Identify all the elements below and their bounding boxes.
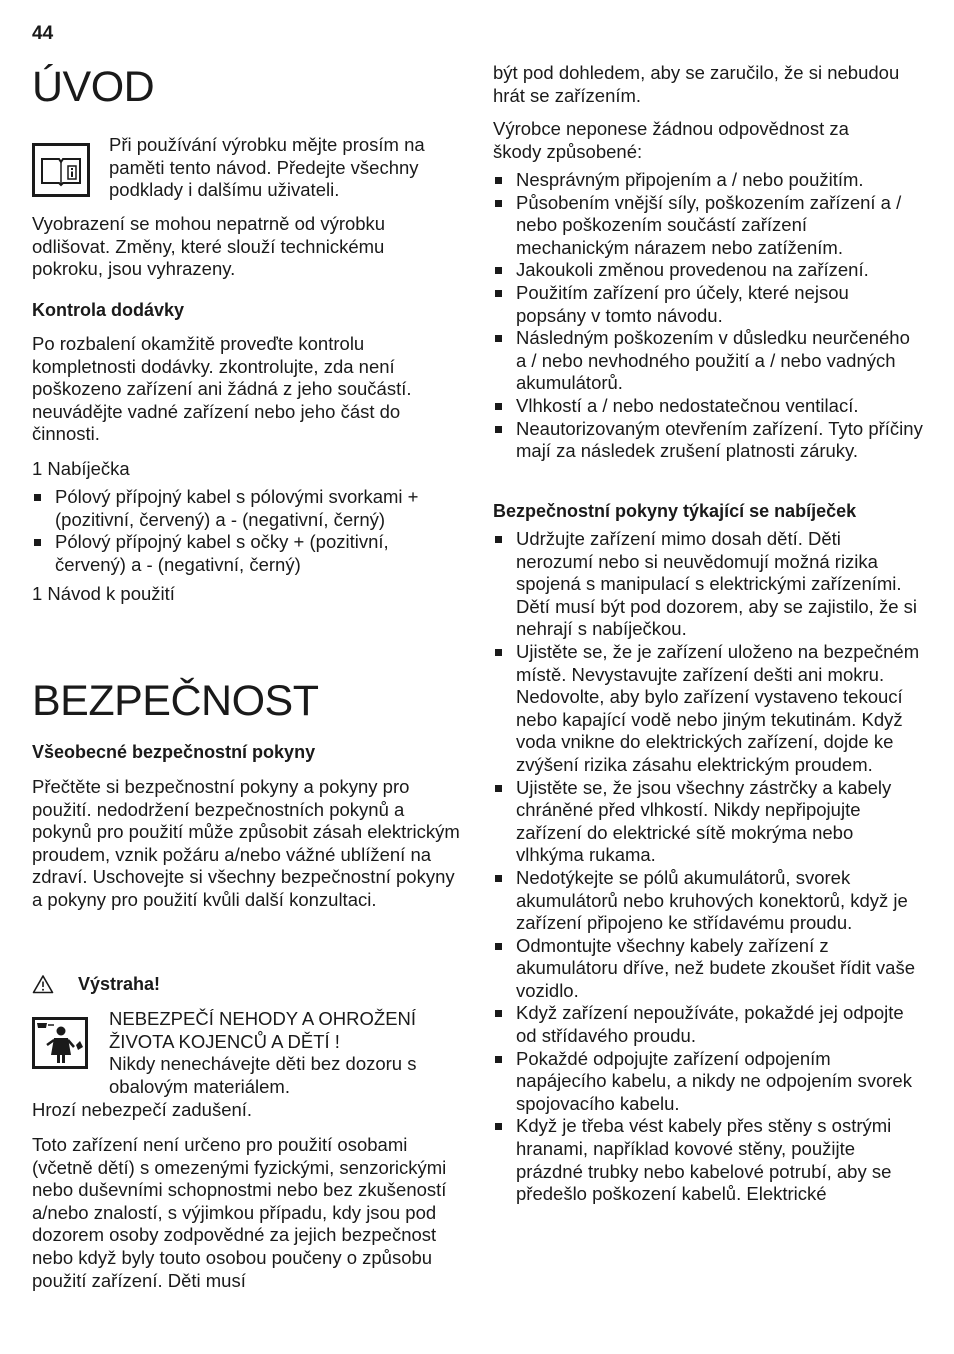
item-charger: 1 Nabíječka: [32, 458, 130, 479]
cable-list: [32, 486, 462, 576]
book-info-icon: [32, 143, 90, 197]
charger-safety-list: [493, 528, 923, 1206]
list-item: Pokaždé odpojujte zařízení odpojením napájecího kabelu, a nikdy ne odpojením svorek spojovacího kabelu.: [493, 1048, 923, 1116]
list-item: Když je třeba vést kabely přes stěny s ostrými hranami, například kovové stěny, použijte prázdné trubky nebo kabelové potrubí, aby se předešlo poškození kabelů. Elektrické: [493, 1115, 923, 1205]
list-item: Nedotýkejte se pólů akumulátorů, svorek akumulátorů nebo kruhových konektorů, když je zařízení připojeno ke střídavému proudu.: [493, 867, 923, 935]
list-item: Neautorizovaným otevřením zařízení. Tyto příčiny mají za následek zrušení platnosti záruky.: [493, 418, 923, 463]
delivery-heading: Kontrola dodávky: [32, 300, 185, 320]
list-item: Odmontujte všechny kabely zařízení z akumulátoru dříve, než budete zkoušet řídit vaše vozidlo.: [493, 935, 923, 1003]
list-item: Jakoukoli změnou provedenou na zařízení.: [493, 259, 923, 282]
list-item: Vlhkostí a / nebo nedostatečnou ventilací.: [493, 395, 923, 418]
general-text: Přečtěte si bezpečnostní pokyny a pokyny pro použití. nedodržení bezpečnostních pokynů a pokynů pro použití může způsobit zásah elektrickým proudem, vznik požáru a/nebo vážné ublížení na zdraví. Uschovejte si všechny bezpečnostní pokyny a pokyny pro použití kvůli další konzultaci.: [32, 776, 460, 910]
list-item: Pólový přípojný kabel s pólovými svorkami + (pozitivní, červený) a - (negativní, černý): [32, 486, 462, 531]
liability-intro: Výrobce neponese žádnou odpovědnost za škody způsobené:: [493, 118, 849, 162]
images-note: Vyobrazení se mohou nepatrně od výrobku odlišovat. Změny, které slouží technickému pokroku, jsou vyhrazeny.: [32, 213, 386, 280]
charger-heading: Bezpečnostní pokyny týkající se nabíječek: [493, 501, 857, 521]
list-item: Pólový přípojný kabel s očky + (pozitivní, červený) a - (negativní, černý): [32, 531, 462, 576]
persons-text: Toto zařízení není určeno pro použití osobami (včetně dětí) s omezenými fyzickými, senzorickými nebo duševními schopnostmi nebo bez zkušeností a/nebo znalostí, s výjimkou případu, kdy jsou pod dozorem osoby zodpovědné za jejich bezpečnost nebo když byly touto osobou poučeny o způsobu použití zařízení. Děti musí: [32, 1134, 447, 1291]
list-item: Když zařízení nepoužíváte, pokaždé jej odpojte od střídavého proudu.: [493, 1002, 923, 1047]
continued-text: být pod dohledem, aby se zaručilo, že si nebudou hrát se zařízením.: [493, 62, 900, 106]
list-item: Ujistěte se, že je zařízení uloženo na bezpečném místě. Nevystavujte zařízení dešti ani mokru. Nedovolte, aby bylo zařízení vystaveno tekoucí nebo kapající vodě nebo jiným tekutinám. Když voda vnikne do elektrických zařízení, dojde ke zvýšení rizika zásahu elektrickým proudem.: [493, 641, 923, 777]
warning-label: Výstraha!: [78, 974, 161, 994]
danger-title: NEBEZPEČÍ NEHODY A OHROŽENÍ ŽIVOTA KOJENCŮ A DĚTÍ !: [109, 1008, 417, 1052]
safety-title: BEZPEČNOST: [32, 677, 319, 725]
item-manual: 1 Návod k použití: [32, 583, 175, 604]
page-number: 44: [32, 23, 54, 44]
intro-title: ÚVOD: [32, 63, 155, 111]
list-item: Působením vnější síly, poškozením zařízení a / nebo poškozením součástí zařízení mechanickým nárazem nebo zatížením.: [493, 192, 923, 260]
list-item: Ujistěte se, že jsou všechny zástrčky a kabely chráněné před vlhkostí. Nikdy nepřipojujte zařízení do elektrické sítě mokrýma nebo vlhkýma rukama.: [493, 777, 923, 867]
list-item: Udržujte zařízení mimo dosah dětí. Děti nerozumí nebo si neuvědomují možná rizika spojená s manipulací s elektrickými zařízeními. Dětí musí být pod dozorem, aby se zajistilo, že si nehrají s nabíječkou.: [493, 528, 923, 641]
liability-list: [493, 169, 923, 463]
list-item: Použitím zařízení pro účely, které nejsou popsány v tomto návodu.: [493, 282, 923, 327]
suffocation-note: Hrozí nebezpečí zadušení.: [32, 1099, 253, 1120]
warning-triangle-icon: [32, 974, 54, 994]
manual-note: Při používání výrobku mějte prosím na paměti tento návod. Předejte všechny podklady i dalšímu uživateli.: [109, 134, 425, 201]
list-item: Nesprávným připojením a / nebo použitím.: [493, 169, 923, 192]
delivery-text: Po rozbalení okamžitě proveďte kontrolu kompletnosti dodávky. zkontrolujte, zda není poškozeno zařízení ani žádná z jeho součástí. neuvádějte vadné zařízení nebo jeho část do činnosti.: [32, 333, 412, 445]
danger-text: Nikdy nenechávejte děti bez dozoru s obalovým materiálem.: [109, 1053, 417, 1097]
general-heading: Všeobecné bezpečnostní pokyny: [32, 742, 316, 762]
list-item: Následným poškozením v důsledku neurčeného a / nebo nevhodného použití a / nebo vadných akumulátorů.: [493, 327, 923, 395]
